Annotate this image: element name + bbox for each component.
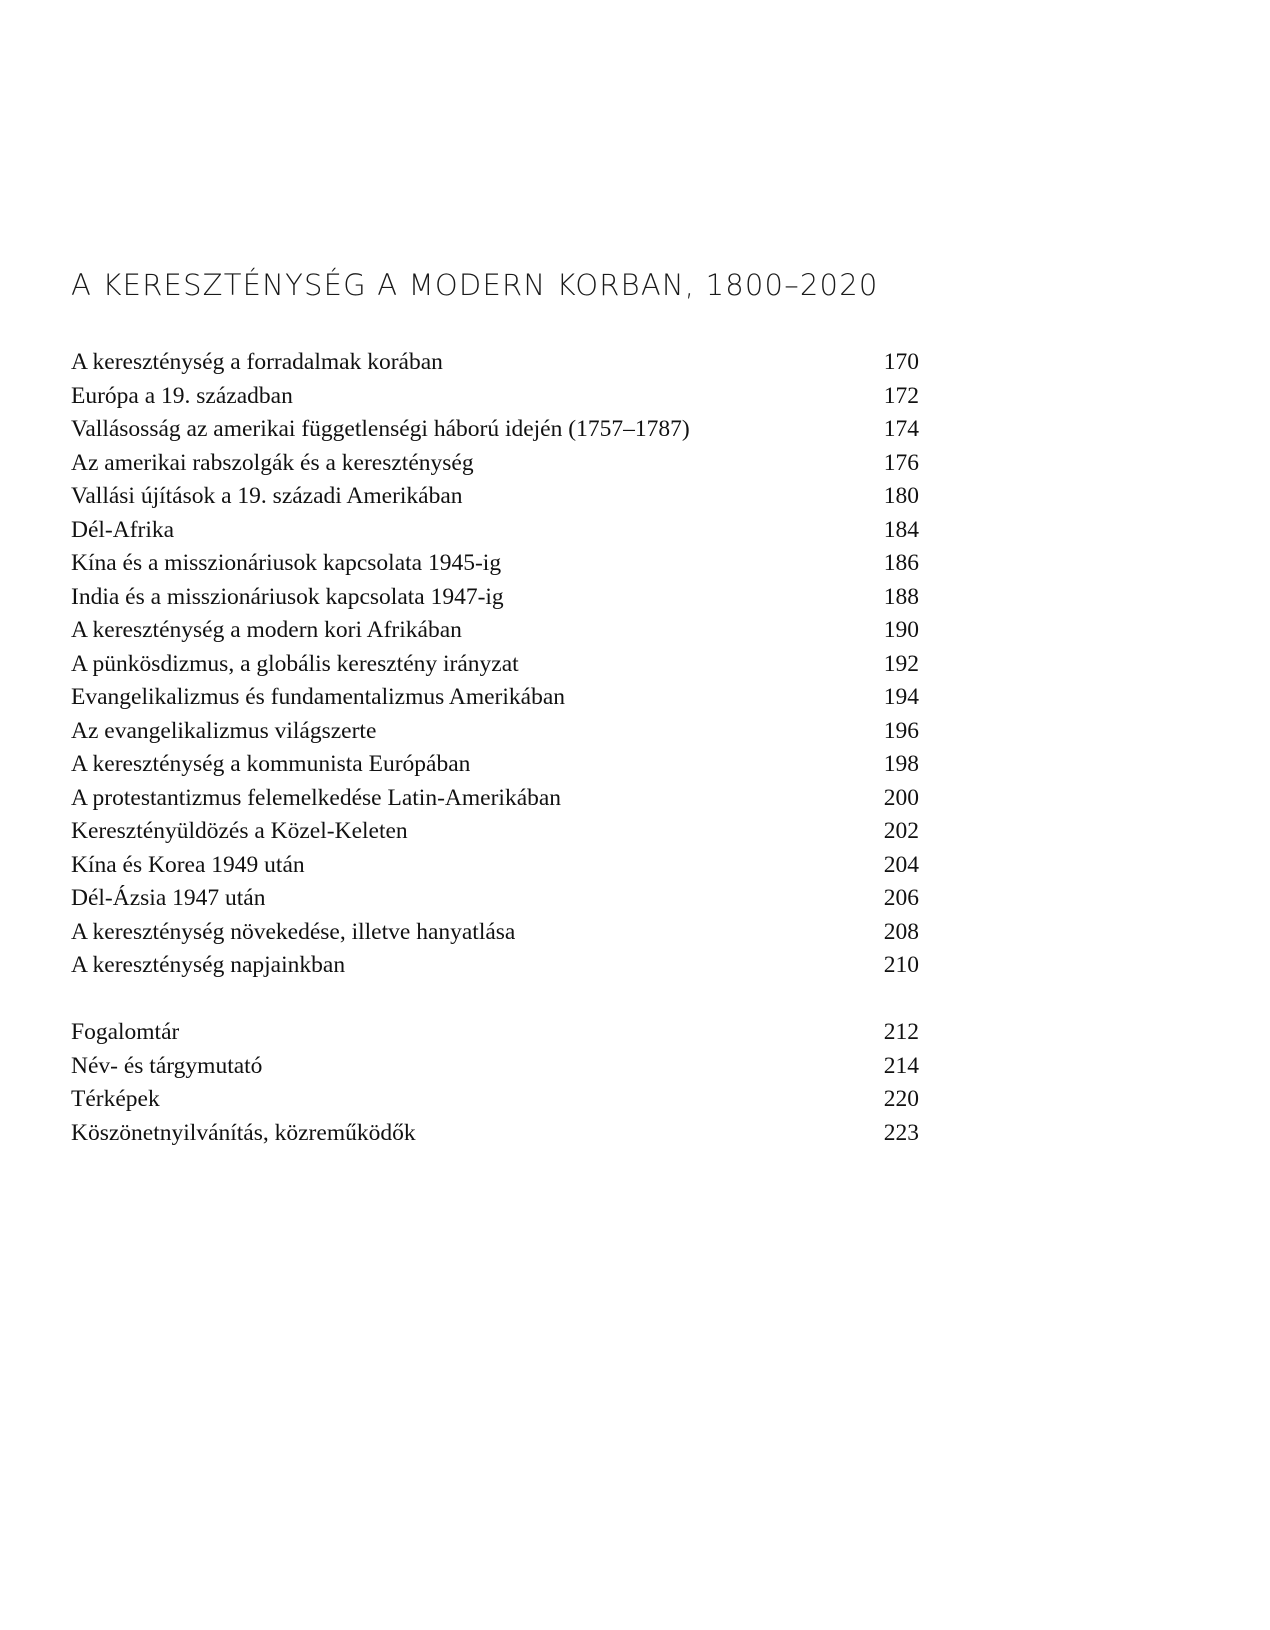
- toc-entry[interactable]: [71, 1050, 919, 1084]
- toc-entry-page-number: 208: [883, 918, 919, 945]
- toc-entry-page-number: 188: [883, 583, 919, 610]
- toc-entry[interactable]: [71, 380, 919, 414]
- toc-entry[interactable]: [71, 782, 919, 816]
- toc-entry-title: A kereszténység a kommunista Európában: [71, 751, 471, 777]
- toc-entry[interactable]: [71, 681, 919, 715]
- toc-entry[interactable]: [71, 715, 919, 749]
- toc-entry-page-number: 212: [883, 1019, 919, 1045]
- toc-entry-page-number: 186: [883, 550, 919, 576]
- toc-entry[interactable]: [71, 748, 919, 782]
- toc-entry-title: Név- és tárgymutató: [71, 1052, 263, 1079]
- toc-entry-page-number: 204: [883, 851, 919, 878]
- toc-entry[interactable]: [71, 1117, 919, 1151]
- toc-entry-title: Kína és a misszionáriusok kapcsolata 1945-ig: [71, 550, 502, 576]
- toc-entry-title: Köszönetnyilvánítás, közreműködők: [71, 1119, 416, 1146]
- toc-entry-page-number: 210: [883, 952, 919, 978]
- toc-entry-title: A protestantizmus felemelkedése Latin-Amerikában: [71, 784, 562, 811]
- toc-entry-title: Vallási újítások a 19. századi Amerikában: [71, 483, 463, 509]
- toc-entry-page-number: 174: [883, 416, 919, 442]
- toc-entry[interactable]: [71, 547, 919, 581]
- toc-entry-page-number: 190: [883, 617, 919, 643]
- toc-entry-page-number: 196: [883, 717, 919, 744]
- toc-entry-page-number: 180: [883, 483, 919, 509]
- toc-entry-page-number: 202: [883, 818, 919, 844]
- toc-entry-page-number: 223: [883, 1119, 919, 1146]
- toc-entry[interactable]: [71, 480, 919, 514]
- toc-entry[interactable]: [71, 581, 919, 615]
- toc-entry-title: Keresztényüldözés a Közel-Keleten: [71, 818, 408, 844]
- toc-entry[interactable]: [71, 949, 919, 983]
- back-matter-list: [71, 1016, 919, 1150]
- toc-entry[interactable]: [71, 514, 919, 548]
- toc-entry[interactable]: [71, 916, 919, 950]
- toc-entry-page-number: 176: [883, 449, 919, 476]
- toc-entry-title: Az evangelikalizmus világszerte: [71, 717, 377, 744]
- toc-entry[interactable]: [71, 882, 919, 916]
- chapter-list: [71, 346, 919, 983]
- toc-entry[interactable]: [71, 648, 919, 682]
- toc-entry-page-number: 194: [883, 684, 919, 710]
- toc-entry-title: Dél-Afrika: [71, 516, 175, 543]
- toc-entry-page-number: 206: [883, 885, 919, 911]
- toc-entry[interactable]: [71, 815, 919, 849]
- toc-entry-title: A pünkösdizmus, a globális keresztény irányzat: [71, 650, 519, 677]
- toc-entry-title: Az amerikai rabszolgák és a kereszténység: [71, 449, 474, 476]
- toc-entry-title: A kereszténység a forradalmak korában: [71, 349, 443, 375]
- toc-entry-page-number: 200: [883, 784, 919, 811]
- toc-entry[interactable]: [71, 1016, 919, 1050]
- toc-entry-title: A kereszténység napjainkban: [71, 952, 346, 978]
- toc-entry-title: Kína és Korea 1949 után: [71, 851, 305, 878]
- toc-entry-title: Térképek: [71, 1086, 160, 1112]
- toc-entry-title: A kereszténység növekedése, illetve hanyatlása: [71, 918, 516, 945]
- toc-entry-title: Evangelikalizmus és fundamentalizmus Amerikában: [71, 684, 566, 710]
- toc-entry-page-number: 198: [883, 751, 919, 777]
- toc-entry[interactable]: [71, 413, 919, 447]
- table-of-contents: [71, 346, 919, 1150]
- toc-entry-title: Fogalomtár: [71, 1019, 180, 1045]
- section-title: A KERESZTÉNYSÉG A MODERN KORBAN, 1800–2020: [71, 268, 879, 302]
- toc-entry-page-number: 184: [883, 516, 919, 543]
- toc-entry[interactable]: [71, 346, 919, 380]
- toc-entry-title: Vallásosság az amerikai függetlenségi háború idején (1757–1787): [71, 416, 690, 442]
- toc-entry[interactable]: [71, 614, 919, 648]
- toc-entry-page-number: 170: [883, 349, 919, 375]
- toc-entry-page-number: 192: [883, 650, 919, 677]
- toc-entry-title: Dél-Ázsia 1947 után: [71, 885, 266, 911]
- toc-entry-page-number: 214: [883, 1052, 919, 1079]
- toc-entry-page-number: 220: [883, 1086, 919, 1112]
- toc-entry[interactable]: [71, 447, 919, 481]
- toc-entry-title: Európa a 19. században: [71, 382, 293, 409]
- toc-entry-page-number: 172: [883, 382, 919, 409]
- toc-entry[interactable]: [71, 849, 919, 883]
- toc-entry-title: A kereszténység a modern kori Afrikában: [71, 617, 462, 643]
- toc-entry-title: India és a misszionáriusok kapcsolata 1947-ig: [71, 583, 504, 610]
- toc-entry[interactable]: [71, 1083, 919, 1117]
